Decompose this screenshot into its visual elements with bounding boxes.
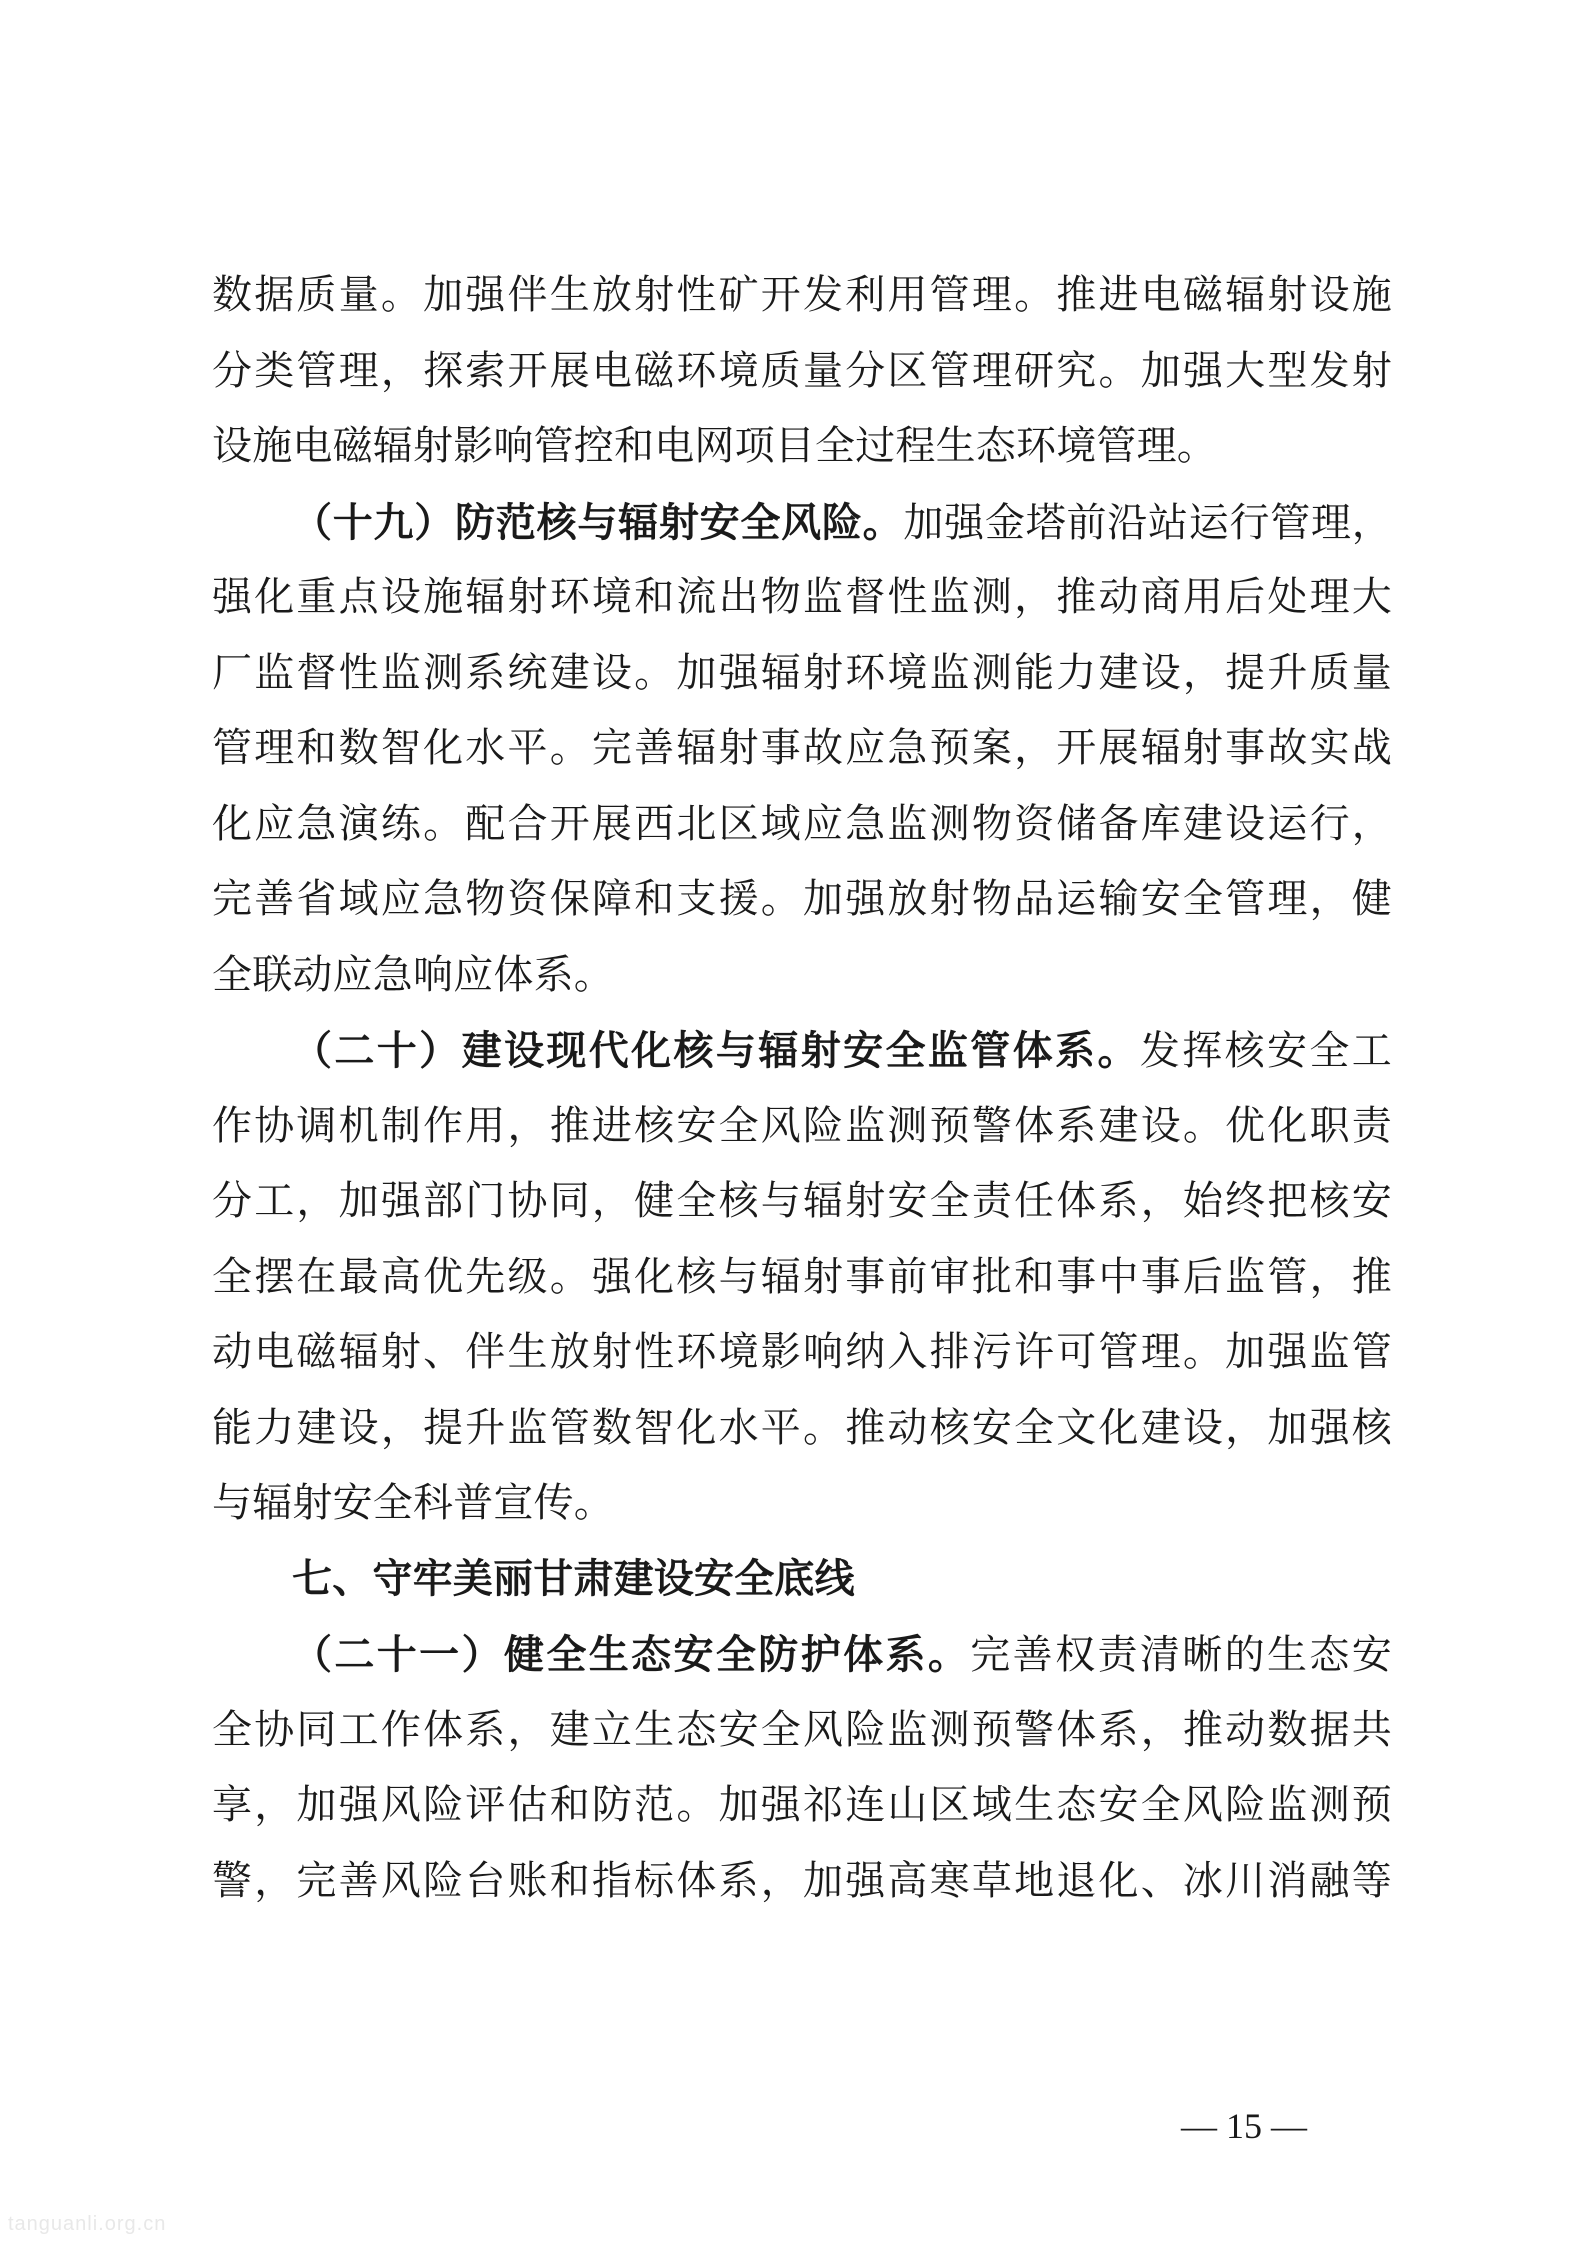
text-line xyxy=(212,1466,1392,1542)
body-text xyxy=(212,258,1392,1919)
line-text: 全协同工作体系，建立生态安全风险监测预警体系，推动数据共 xyxy=(212,1706,1392,1753)
line-text: 化应急演练。配合开展西北区域应急监测物资储备库建设运行， xyxy=(212,800,1392,847)
text-line xyxy=(212,862,1392,938)
line-text: 全联动应急响应体系。 xyxy=(212,951,614,998)
text-line xyxy=(212,1693,1392,1769)
line-text: 强化重点设施辐射环境和流出物监督性监测，推动商用后处理大 xyxy=(212,574,1392,620)
text-line xyxy=(212,938,1392,1014)
line-text: 完善权责清晰的生态安 xyxy=(970,1632,1393,1678)
text-line xyxy=(212,1240,1392,1316)
text-line xyxy=(212,1617,1392,1693)
line-text: 分类管理，探索开展电磁环境质量分区管理研究。加强大型发射 xyxy=(212,347,1392,394)
text-line xyxy=(212,334,1392,410)
paragraph-lead: （二十）建设现代化核与辐射安全监管体系。 xyxy=(292,1027,1140,1074)
text-line xyxy=(212,560,1392,636)
text-line xyxy=(212,711,1392,787)
paragraph-lead: （十九）防范核与辐射安全风险。 xyxy=(292,498,904,546)
section-heading xyxy=(212,1542,1392,1618)
text-line xyxy=(212,258,1392,334)
line-text: 完善省域应急物资保障和支援。加强放射物品运输安全管理，健 xyxy=(212,876,1392,922)
line-text: 发挥核安全工 xyxy=(1139,1028,1393,1074)
paragraph-lead: （二十一）健全生态安全防护体系。 xyxy=(292,1631,971,1678)
line-text: 厂监督性监测系统建设。加强辐射环境监测能力建设，提升质量 xyxy=(212,649,1392,696)
text-line xyxy=(212,636,1392,712)
text-line xyxy=(212,1391,1392,1467)
page-number: — 15 — xyxy=(1181,2106,1307,2146)
text-line xyxy=(212,1013,1392,1089)
text-line xyxy=(212,485,1392,561)
line-text: 能力建设，提升监管数智化水平。推动核安全文化建设，加强核 xyxy=(212,1404,1392,1451)
line-text: 加强金塔前沿站运行管理， xyxy=(903,499,1392,546)
text-line xyxy=(212,409,1392,485)
line-text: 享，加强风险评估和防范。加强祁连山区域生态安全风险监测预 xyxy=(212,1782,1392,1828)
line-text: 全摆在最高优先级。强化核与辐射事前审批和事中事后监管，推 xyxy=(212,1253,1392,1300)
heading-text: 七、守牢美丽甘肃建设安全底线 xyxy=(292,1555,855,1602)
text-line xyxy=(212,1768,1392,1844)
line-text: 设施电磁辐射影响管控和电网项目全过程生态环境管理。 xyxy=(212,423,1217,469)
line-text: 管理和数智化水平。完善辐射事故应急预案，开展辐射事故实战 xyxy=(212,725,1392,771)
text-line xyxy=(212,787,1392,863)
line-text: 分工，加强部门协同，健全核与辐射安全责任体系，始终把核安 xyxy=(212,1178,1392,1224)
text-line xyxy=(212,1315,1392,1391)
text-line xyxy=(212,1164,1392,1240)
watermark: tanguanli.org.cn xyxy=(8,2213,167,2235)
text-line xyxy=(212,1844,1392,1920)
line-text: 警，完善风险台账和指标体系，加强高寒草地退化、冰川消融等 xyxy=(212,1857,1392,1904)
line-text: 与辐射安全科普宣传。 xyxy=(212,1480,614,1526)
line-text: 作协调机制作用，推进核安全风险监测预警体系建设。优化职责 xyxy=(212,1102,1392,1149)
line-text: 动电磁辐射、伴生放射性环境影响纳入排污许可管理。加强监管 xyxy=(212,1329,1392,1375)
line-text: 数据质量。加强伴生放射性矿开发利用管理。推进电磁辐射设施 xyxy=(212,272,1392,318)
text-line xyxy=(212,1089,1392,1165)
